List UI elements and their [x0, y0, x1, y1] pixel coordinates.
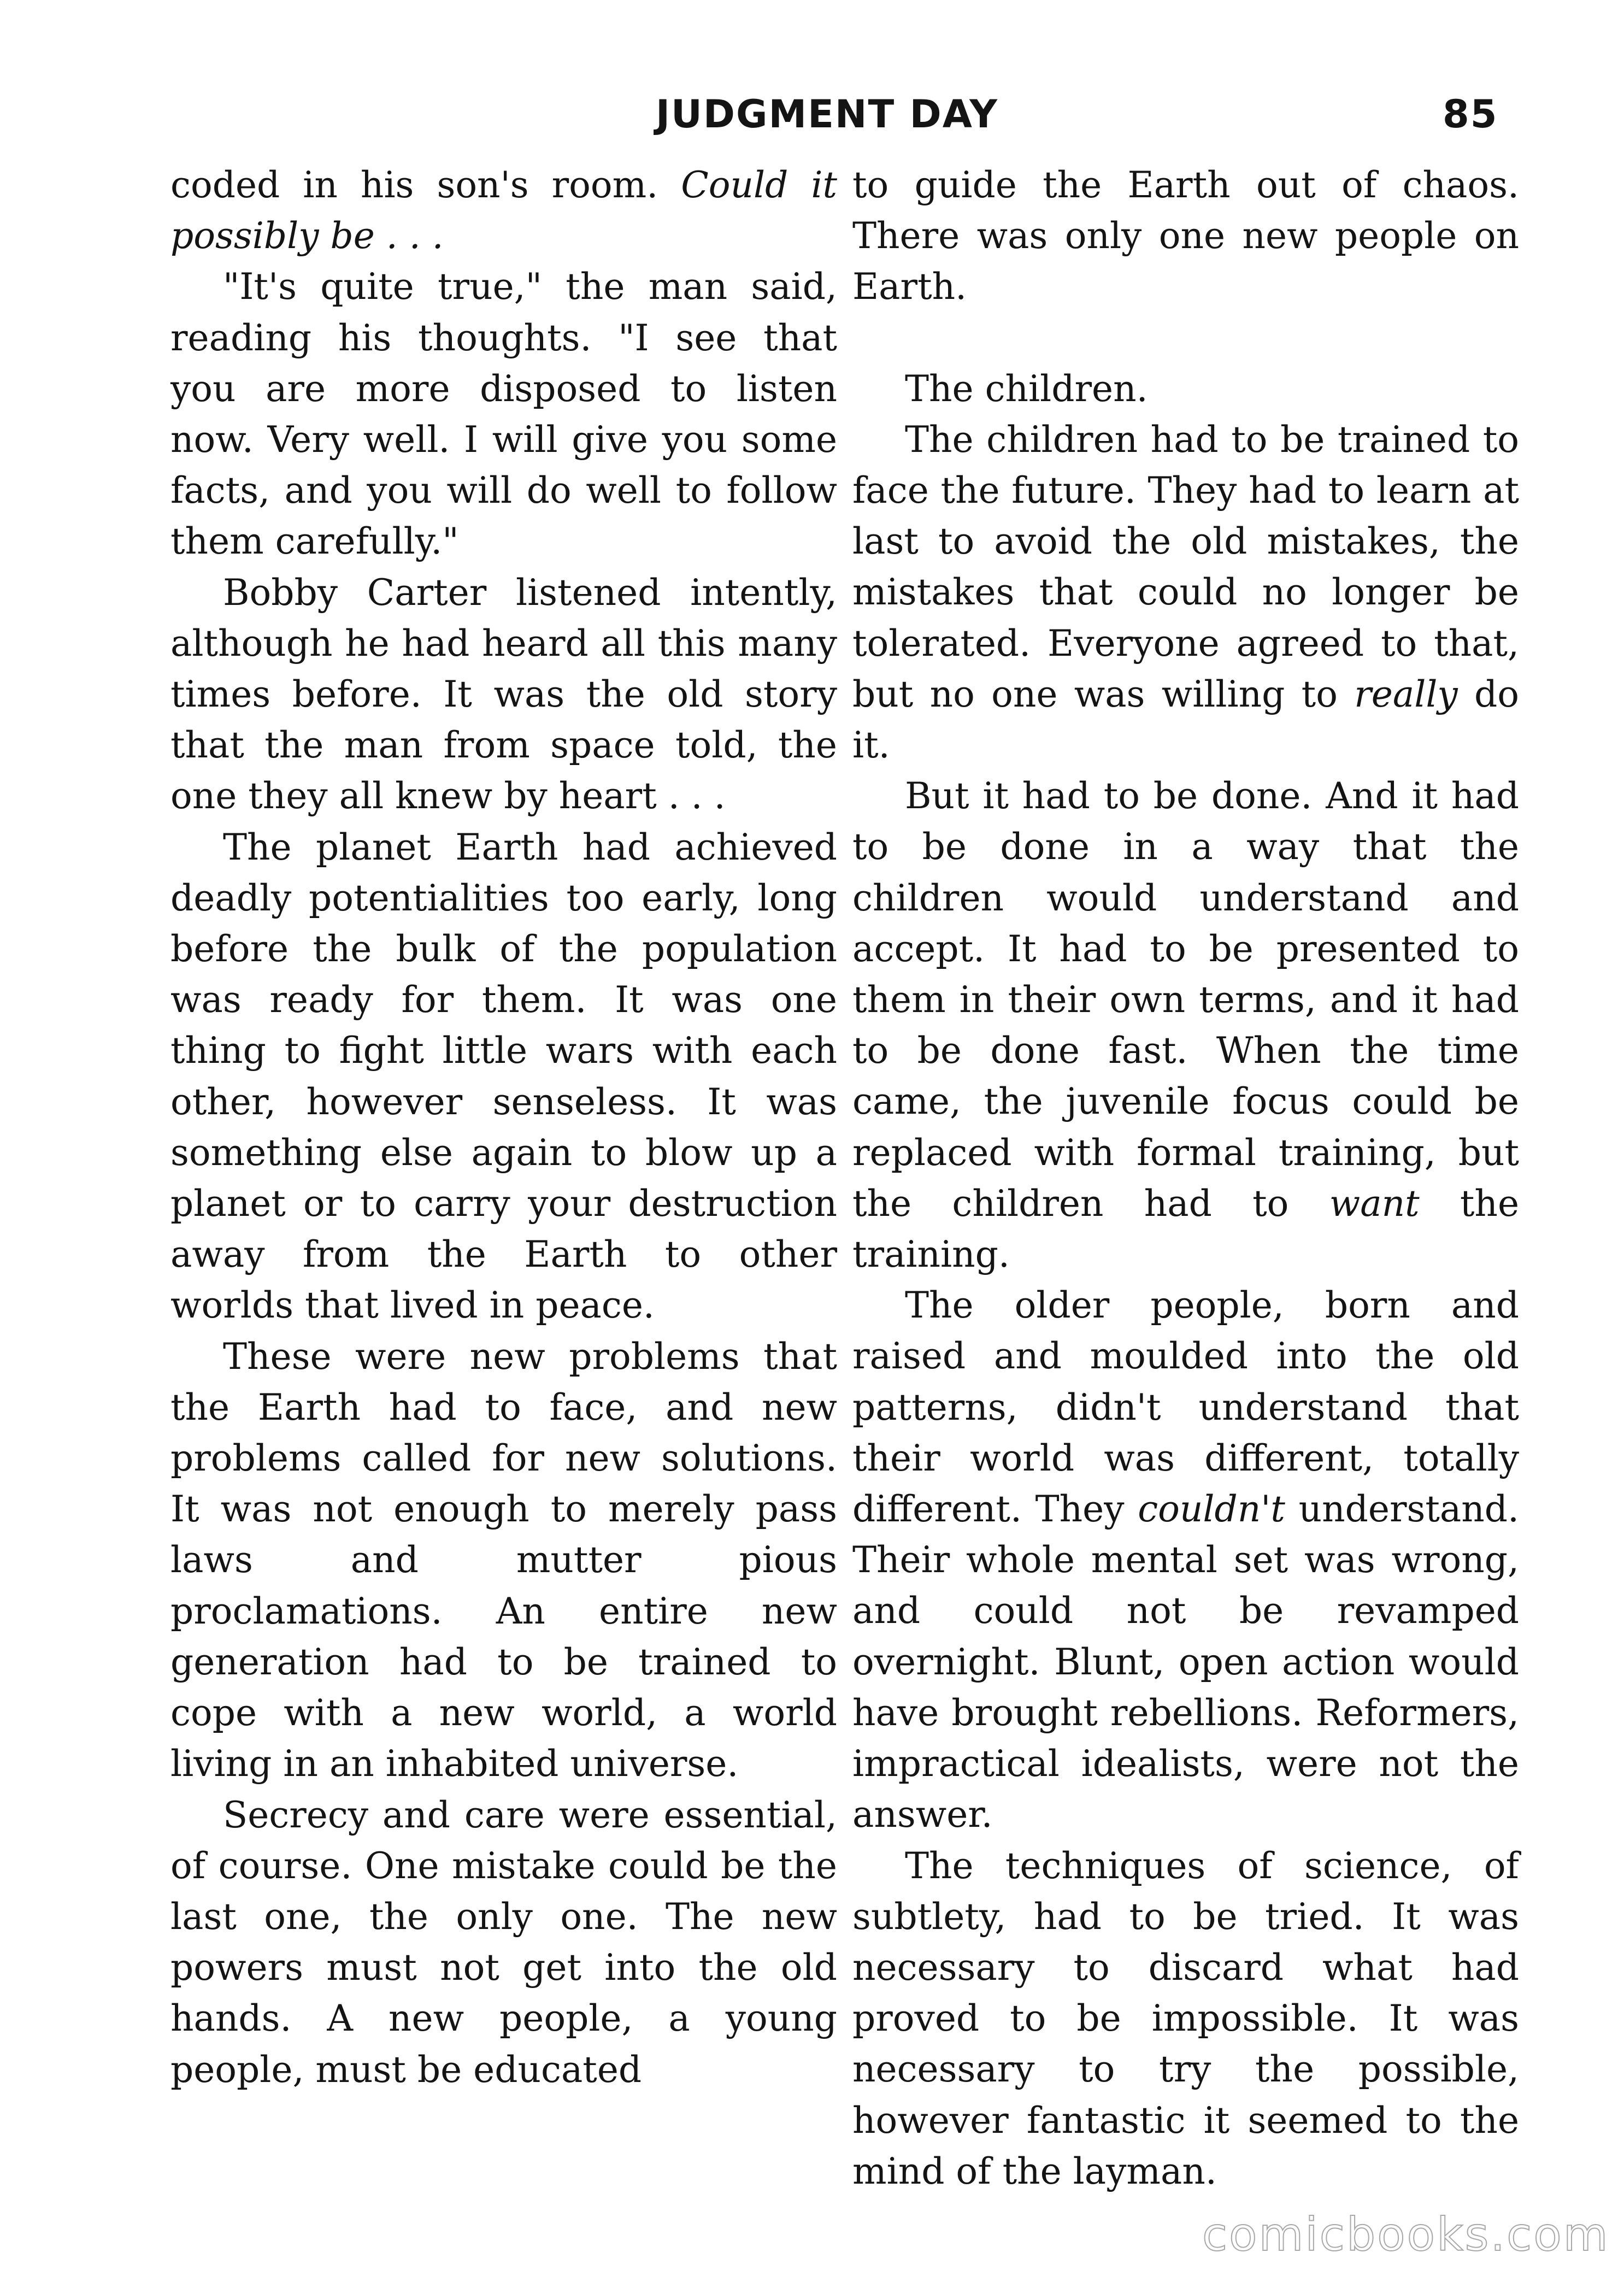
italic-text: want: [1329, 1182, 1420, 1225]
italic-text: couldn't: [1138, 1488, 1285, 1531]
paragraph-text: do it.: [852, 673, 1519, 767]
italic-text: really: [1354, 673, 1458, 715]
page-number: 85: [1443, 92, 1498, 137]
paragraph: Bobby Carter listened intently, although he had heard all this many times before. It was the old story that the man from space told, the one they all knew by heart . . .: [170, 571, 837, 817]
paragraph: The children.: [905, 367, 1148, 410]
paragraph-text: coded in his son's room.: [170, 164, 681, 206]
paragraph: [852, 414, 1519, 771]
right-column: [852, 160, 1519, 2197]
italic-text: Could it possibly be . . .: [170, 164, 837, 257]
paragraph: These were new problems that the Earth had to face, and new problems called for new solutions. It was not enough to merely pass laws and mutter pious proclamations. An entire new generation had to be trained to cope with a new world, a world living in an inhabited universe.: [170, 1335, 837, 1785]
paragraph-text: The children had to be trained to face the future. They had to learn at last to avoid the old mistakes, the mistakes that could no longer be tolerated. Everyone agreed to that, but no one was willing to: [852, 418, 1519, 715]
paragraph: The planet Earth had achieved deadly potentialities too early, long before the bulk of the population was ready for them. It was one thing to fight little wars with each other, however senseless. It was something else again to blow up a planet or to carry your destruction away from the Earth to other worlds that lived in peace.: [170, 826, 837, 1327]
running-head-title: JUDGMENT DAY: [656, 92, 998, 137]
paragraph: The techniques of science, of subtlety, had to be tried. It was necessary to discard what had proved to be impossible. It was necessary to try the possible, however fantastic it seemed to the mind of the layman.: [852, 1844, 1519, 2192]
paragraph: [170, 160, 837, 261]
paragraph: to guide the Earth out of chaos. There was only one new people on Earth.: [852, 164, 1519, 308]
watermark: comicbooks.com: [1202, 2208, 1610, 2261]
paragraph: [852, 771, 1519, 1280]
paragraph-text: The older people, born and raised and moulded into the old patterns, didn't understand that their world was different, totally different. They: [852, 1284, 1519, 1531]
paragraph: Secrecy and care were essential, of course. One mistake could be the last one, the only one. The new powers must not get into the old hands. A new people, a young people, must be educated: [170, 1793, 837, 2091]
paragraph-text: the training.: [852, 1182, 1520, 1276]
paragraph-text: understand. Their whole mental set was wrong, and could not be revamped overnight. Blunt, open action would have brought rebellions. Reformers, impractical idealists, were not the answer.: [852, 1488, 1519, 1836]
paragraph: [852, 1280, 1519, 1840]
paragraph-text: But it had to be done. And it had to be done in a way that the children would understand and accept. It had to be presented to them in their own terms, and it had to be done fast. When the time came, the juvenile focus could be replaced with formal training, but the children had to: [852, 775, 1519, 1225]
left-column: [170, 160, 837, 2095]
paragraph: "It's quite true," the man said, reading his thoughts. "I see that you are more disposed to listen now. Very well. I will give you some facts, and you will do well to follow them carefully.": [170, 266, 837, 563]
running-head: [0, 92, 1624, 146]
